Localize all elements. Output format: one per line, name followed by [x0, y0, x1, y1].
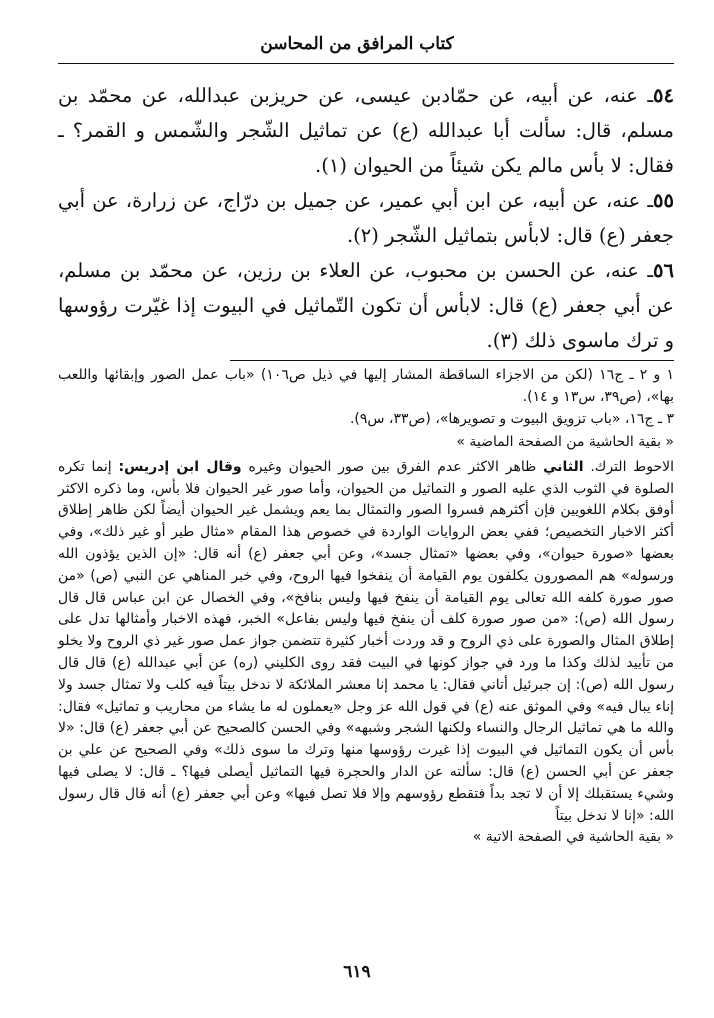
- continued-from-note: « بقية الحاشية من الصفحة الماضية »: [456, 434, 674, 450]
- footnote-line: ١ و ٢ ـ ج١٦ (لكن من الاجزاء الساقطة المشار إليها في ذيل ص١٠٦) «باب عمل الصور وإبقائها واللعب بها»، (ص٣٩، س١٣ و ١٤).: [58, 367, 674, 405]
- hadith-text: ـ عنه، عن أبيه، عن ابن أبي عمير، عن جميل بن درّاج، عن زرارة، عن أبي جعفر (ع) قال: لابأس بتماثيل الشّجر (٢).: [58, 189, 674, 247]
- ibn-idris-label: وقال ابن إدريس:: [118, 458, 242, 475]
- commentary-text: ظاهر الاكثر عدم الفرق بين صور الحيوان وغيره: [248, 458, 537, 475]
- hadith-paragraph: [58, 78, 674, 183]
- running-title: كتاب المرافق من المحاسن: [260, 34, 454, 54]
- commentary-lead: الاحوط الترك.: [590, 458, 674, 475]
- hadith-paragraph: [58, 183, 674, 253]
- hadith-paragraph: [58, 253, 674, 358]
- header-divider: [58, 63, 674, 64]
- hadith-block: [58, 78, 674, 358]
- continued-to-note: « بقية الحاشية في الصفحة الاتية »: [472, 829, 674, 846]
- page-number: ٦١٩: [343, 962, 371, 982]
- footnote-divider: [230, 360, 674, 361]
- hadith-text: ـ عنه، عن أبيه، عن حمّادبن عيسى، عن حريزبن عبدالله، عن محمّد بن مسلم، قال: سألت أبا عبدالله (ع) عن تماثيل الشّجر والشّمس و القمر؟ ـ فقال: لا بأس مالم يكن شيئاً من الحيوان (١).: [58, 84, 674, 177]
- hadith-number: ٥٤: [653, 84, 674, 107]
- footnote-line: ٣ ـ ج١٦، «باب تزويق البيوت و تصويرها»، (ص٣٣، س٩).: [349, 411, 674, 427]
- footnotes: [58, 364, 674, 430]
- commentary-body: [58, 457, 674, 828]
- hadith-number: ٥٦: [653, 259, 674, 282]
- hadith-number: ٥٥: [653, 189, 674, 212]
- second-point-label: الثاني: [543, 458, 584, 475]
- commentary-text: إنما تكره الصلوة في الثوب الذي عليه الصور و التماثيل من الحيوان، وأما صور غير الحيوان فلا بأس، وما ذكره الاكثر أوفق بكلام اللغويين فإن أكثرهم فسروا الصور والتمثال بما يعم ويشمل غير الحيوان أيضاً لكن ظاهر إطلاق أكثر الاخبار التخصيص؛ ففي بعض الروايات الواردة في خصوص هذا المقام «مثال طير أو غير ذلك»، وفي بعضها «صورة حيوان»، وفي بعضها «تمثال جسد»، وعن أبي جعفر (ع) أنه قال: «إن الذين يؤذون الله ورسوله» هم المصورون يكلفون يوم القيامة أن ينفخوا فيها الروح، وفي خبر المناهي عن النبي (ص) «من صور صورة كلفه الله تعالى يوم القيامة أن ينفخ فيها وليس بنافخ»، وفي الخصال عن ابن عباس قال قال رسول الله (ص): «من صور صورة كلف أن ينفخ فيها وليس بفاعل» الخبر، فهذه الاخبار وأمثالها تدل على إطلاق المثال والصورة على ذي الروح و قد وردت أخبار كثيرة تتضمن جواز عمل صور غير ذي الروح ولا يخلو من تأييد لذلك وكذا ما ورد في جواز كونها في البيت فقد روى الكليني (ره) عن أبي عبدالله (ع) قال قال رسول الله (ص): إن جبرئيل أتاني فقال: يا محمد إنا معشر الملائكة لا ندخل بيتاً فيه كلب ولا تمثال جسد ولا إناء يبال فيه» وفي الموثق عنه (ع) في قول الله عز وجل «يعملون له ما يشاء من محاريب و تماثيل» فقال: والله ما هي تماثيل الرجال والنساء ولكنها الشجر وشبهه» وفي الحسن كالصحيح عن أبي جعفر (ع) قال: «لا بأس أن يكون التماثيل في البيوت إذا غيرت رؤوسها منها وترك ما سوى ذلك» وفي الصحيح عن علي بن جعفر عن أبي الحسن (ع) قال: سألته عن الدار والحجرة فيها التماثيل أيصلى فيها؟ ـ قال: لا يصلى فيها وشيء يستقبلك إلا أن لا تجد بداً فتقطع رؤوسهم وإلا فلا تصل فيها» وعن أبي جعفر (ع) أنه قال قال رسول الله: «إنا لا ندخل بيتاً: [58, 458, 674, 824]
- commentary-notes: [58, 432, 674, 849]
- hadith-text: ـ عنه، عن الحسن بن محبوب، عن العلاء بن رزين، عن محمّد بن مسلم، عن أبي جعفر (ع) قال: لابأس أن تكون التّماثيل في البيوت إذا غيّرت رؤوسها و ترك ماسوى ذلك (٣).: [58, 259, 674, 352]
